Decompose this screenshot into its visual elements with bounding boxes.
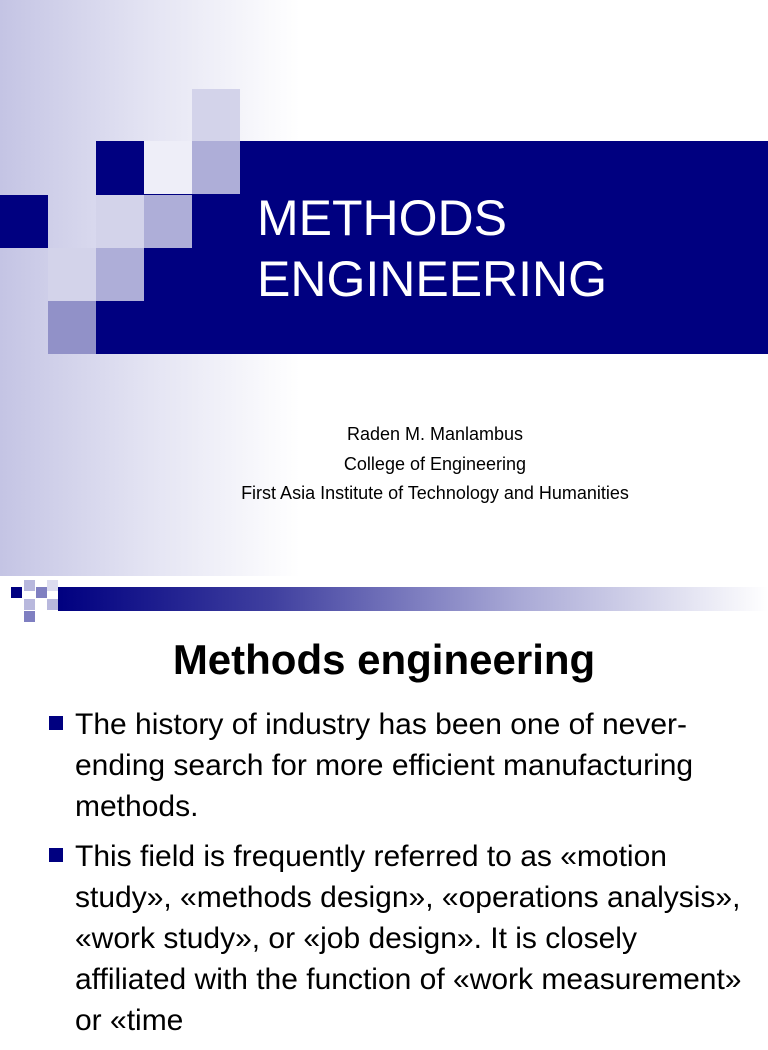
decor-square: [144, 141, 192, 194]
bullet-list: [46, 704, 746, 1050]
decor-square: [192, 89, 240, 142]
slide-subtitle: [160, 420, 710, 509]
decor-square: [96, 248, 144, 301]
gradient-divider: [58, 587, 768, 611]
decor-square: [192, 141, 240, 194]
bullet-item: [46, 836, 746, 1041]
divider-pixel: [47, 599, 58, 610]
institution-name: First Asia Institute of Technology and Humanities: [241, 483, 629, 503]
author-name: Raden M. Manlambus: [346, 424, 524, 444]
section-heading: Methods engineering: [172, 636, 596, 683]
divider-pixel: [47, 580, 58, 591]
square-bullet-icon: [49, 848, 63, 862]
divider-pixel: [24, 580, 35, 591]
bullet-text: This field is frequently referred to as «motion study», «methods design», «operations analysis», «work study», or «job design». It is closely affiliated with the function of «work measurement» or «time: [75, 840, 742, 1037]
divider-pixel: [24, 611, 35, 622]
title-line-2: ENGINEERING: [257, 251, 608, 307]
square-bullet-icon: [49, 716, 63, 730]
title-line-1: METHODS: [257, 190, 507, 246]
bullet-item: [46, 704, 746, 827]
slide-title: [257, 188, 607, 310]
decor-square: [48, 301, 96, 354]
divider-pixel: [11, 587, 22, 598]
college-name: College of Engineering: [343, 453, 527, 474]
bullet-text: The history of industry has been one of never-ending search for more efficient manufacturing methods.: [75, 708, 694, 823]
decor-square: [144, 195, 192, 248]
decor-square: [96, 195, 144, 248]
divider-pixel: [24, 599, 35, 610]
decor-square: [48, 248, 96, 301]
left-accent-bar: [0, 195, 48, 248]
divider-pixel: [36, 587, 47, 598]
